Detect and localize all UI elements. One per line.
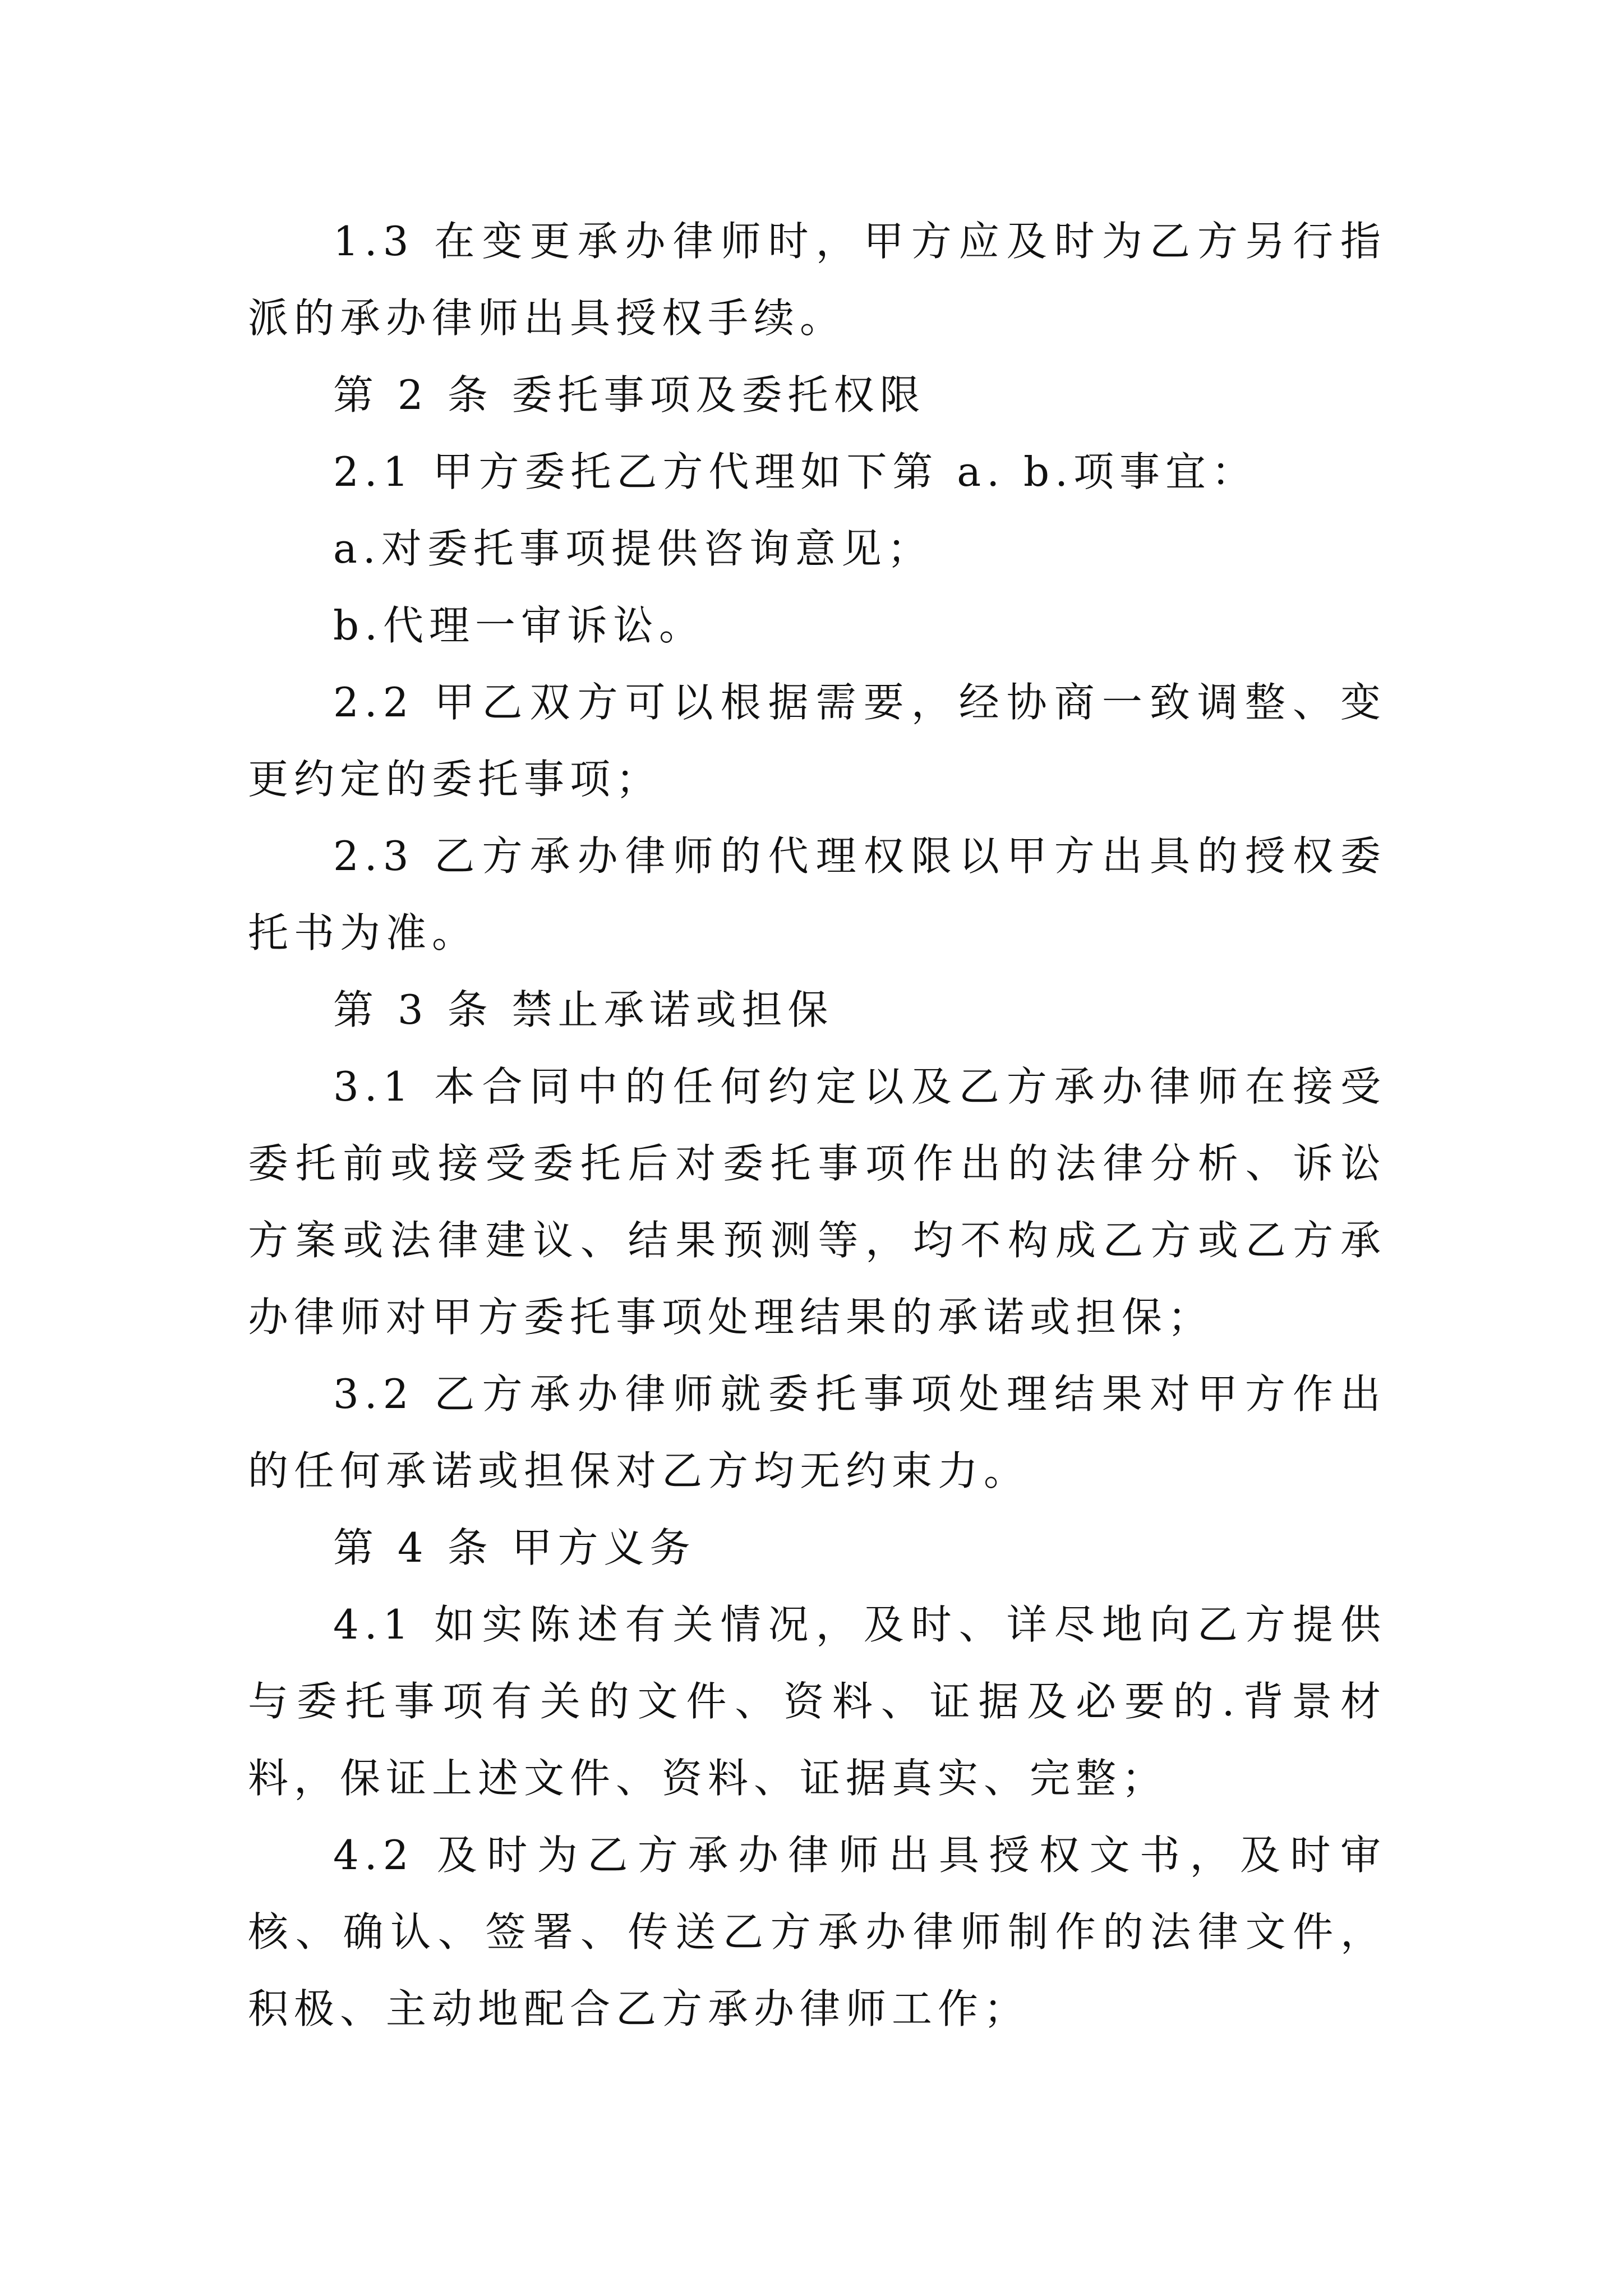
clause-3-1: 3.1 本合同中的任何约定以及乙方承办律师在接受委托前或接受委托后对委托事项作出的法律分析、诉讼方案或法律建议、结果预测等，均不构成乙方或乙方承办律师对甲方委托事项处理结果的承诺或担保； bbox=[248, 1063, 1386, 1341]
article-2-heading: 第 2 条 委托事项及委托权限 bbox=[333, 371, 926, 418]
clause-2-3: 2.3 乙方承办律师的代理权限以甲方出具的授权委托书为准。 bbox=[248, 832, 1386, 956]
article-3-heading: 第 3 条 禁止承诺或担保 bbox=[333, 986, 834, 1033]
clause-2-1-b: b.代理一审诉讼。 bbox=[333, 602, 705, 649]
clause-4-2: 4.2 及时为乙方承办律师出具授权文书，及时审核、确认、签署、传送乙方承办律师制作的法律文件，积极、主动地配合乙方承办律师工作； bbox=[248, 1832, 1386, 2032]
clause-3-2: 3.2 乙方承办律师就委托事项处理结果对甲方作出的任何承诺或担保对乙方均无约束力。 bbox=[248, 1370, 1386, 1494]
article-4-heading: 第 4 条 甲方义务 bbox=[333, 1524, 696, 1571]
document-body bbox=[248, 203, 1386, 2047]
clause-1-3: 1.3 在变更承办律师时，甲方应及时为乙方另行指派的承办律师出具授权手续。 bbox=[248, 218, 1386, 342]
clause-2-1: 2.1 甲方委托乙方代理如下第 a. b.项事宜： bbox=[333, 448, 1257, 495]
clause-2-2: 2.2 甲乙双方可以根据需要，经协商一致调整、变更约定的委托事项； bbox=[248, 679, 1386, 803]
clause-2-1-a: a.对委托事项提供咨询意见； bbox=[333, 525, 933, 572]
clause-4-1: 4.1 如实陈述有关情况，及时、详尽地向乙方提供与委托事项有关的文件、资料、证据及必要的.背景材料，保证上述文件、资料、证据真实、完整； bbox=[248, 1601, 1386, 1802]
